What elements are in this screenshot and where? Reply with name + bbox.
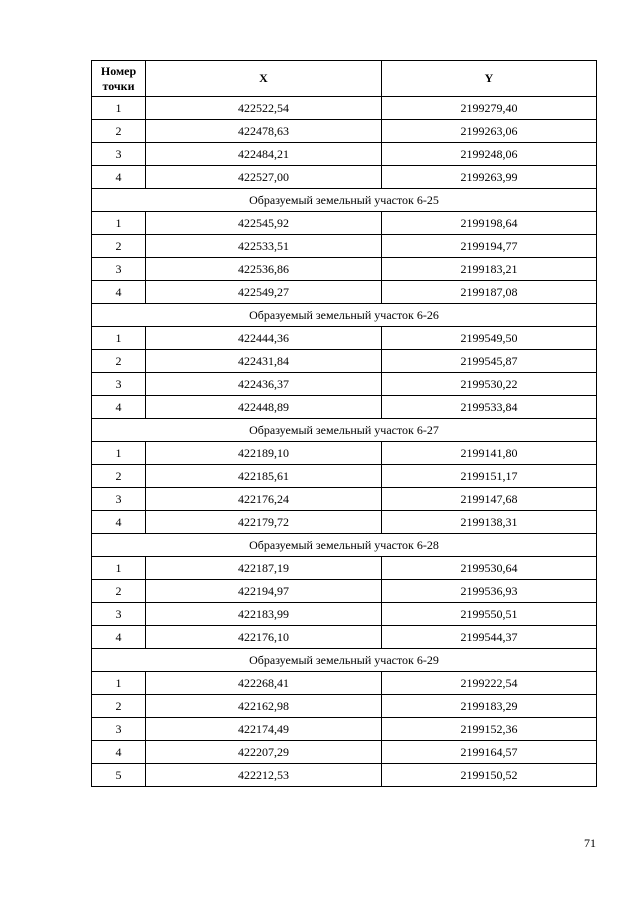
point-number-cell: 5 (92, 764, 146, 787)
point-number-cell: 3 (92, 143, 146, 166)
y-coordinate-cell: 2199248,06 (382, 143, 597, 166)
section-title: Образуемый земельный участок 6-29 (92, 649, 597, 672)
x-coordinate-cell: 422522,54 (146, 97, 382, 120)
table-row (92, 350, 597, 373)
y-coordinate-cell: 2199279,40 (382, 97, 597, 120)
y-coordinate-cell: 2199138,31 (382, 511, 597, 534)
table-header-row (92, 61, 597, 97)
table-row (92, 143, 597, 166)
point-number-cell: 3 (92, 718, 146, 741)
x-coordinate-cell: 422533,51 (146, 235, 382, 258)
y-coordinate-cell: 2199183,29 (382, 695, 597, 718)
x-coordinate-cell: 422189,10 (146, 442, 382, 465)
point-number-cell: 3 (92, 488, 146, 511)
table-row (92, 672, 597, 695)
section-row (92, 189, 597, 212)
table-row (92, 718, 597, 741)
x-coordinate-cell: 422179,72 (146, 511, 382, 534)
x-coordinate-cell: 422478,63 (146, 120, 382, 143)
section-row (92, 534, 597, 557)
point-number-cell: 4 (92, 396, 146, 419)
point-number-cell: 4 (92, 166, 146, 189)
x-coordinate-cell: 422176,24 (146, 488, 382, 511)
x-coordinate-cell: 422183,99 (146, 603, 382, 626)
y-coordinate-cell: 2199530,22 (382, 373, 597, 396)
y-coordinate-cell: 2199194,77 (382, 235, 597, 258)
section-row (92, 649, 597, 672)
x-coordinate-cell: 422174,49 (146, 718, 382, 741)
y-coordinate-cell: 2199544,37 (382, 626, 597, 649)
y-coordinate-cell: 2199198,64 (382, 212, 597, 235)
table-row (92, 396, 597, 419)
point-number-cell: 2 (92, 120, 146, 143)
section-row (92, 304, 597, 327)
y-coordinate-cell: 2199147,68 (382, 488, 597, 511)
y-coordinate-cell: 2199263,06 (382, 120, 597, 143)
y-coordinate-cell: 2199141,80 (382, 442, 597, 465)
table-row (92, 511, 597, 534)
point-number-cell: 2 (92, 695, 146, 718)
coordinates-table (91, 60, 597, 787)
x-coordinate-cell: 422444,36 (146, 327, 382, 350)
y-coordinate-cell: 2199549,50 (382, 327, 597, 350)
table-row (92, 465, 597, 488)
point-number-cell: 4 (92, 281, 146, 304)
point-number-cell: 2 (92, 235, 146, 258)
point-number-cell: 1 (92, 97, 146, 120)
section-title: Образуемый земельный участок 6-27 (92, 419, 597, 442)
table-row (92, 212, 597, 235)
point-number-cell: 2 (92, 580, 146, 603)
header-y: Y (382, 61, 597, 97)
table-row (92, 373, 597, 396)
point-number-cell: 1 (92, 212, 146, 235)
y-coordinate-cell: 2199183,21 (382, 258, 597, 281)
page-number: 71 (584, 836, 596, 850)
x-coordinate-cell: 422207,29 (146, 741, 382, 764)
y-coordinate-cell: 2199150,52 (382, 764, 597, 787)
table-row (92, 557, 597, 580)
x-coordinate-cell: 422545,92 (146, 212, 382, 235)
point-number-cell: 4 (92, 626, 146, 649)
table-row (92, 626, 597, 649)
y-coordinate-cell: 2199151,17 (382, 465, 597, 488)
table-row (92, 695, 597, 718)
y-coordinate-cell: 2199536,93 (382, 580, 597, 603)
y-coordinate-cell: 2199533,84 (382, 396, 597, 419)
table-row (92, 235, 597, 258)
table-row (92, 442, 597, 465)
x-coordinate-cell: 422187,19 (146, 557, 382, 580)
header-point-number: Номер точки (92, 61, 146, 97)
y-coordinate-cell: 2199187,08 (382, 281, 597, 304)
x-coordinate-cell: 422527,00 (146, 166, 382, 189)
x-coordinate-cell: 422436,37 (146, 373, 382, 396)
section-title: Образуемый земельный участок 6-25 (92, 189, 597, 212)
point-number-cell: 1 (92, 327, 146, 350)
x-coordinate-cell: 422448,89 (146, 396, 382, 419)
point-number-cell: 1 (92, 672, 146, 695)
x-coordinate-cell: 422484,21 (146, 143, 382, 166)
y-coordinate-cell: 2199545,87 (382, 350, 597, 373)
x-coordinate-cell: 422268,41 (146, 672, 382, 695)
section-row (92, 419, 597, 442)
table-row (92, 488, 597, 511)
x-coordinate-cell: 422176,10 (146, 626, 382, 649)
x-coordinate-cell: 422194,97 (146, 580, 382, 603)
point-number-cell: 2 (92, 465, 146, 488)
section-title: Образуемый земельный участок 6-28 (92, 534, 597, 557)
y-coordinate-cell: 2199164,57 (382, 741, 597, 764)
point-number-cell: 1 (92, 557, 146, 580)
x-coordinate-cell: 422212,53 (146, 764, 382, 787)
table-row (92, 97, 597, 120)
point-number-cell: 3 (92, 603, 146, 626)
x-coordinate-cell: 422536,86 (146, 258, 382, 281)
table-row (92, 120, 597, 143)
y-coordinate-cell: 2199222,54 (382, 672, 597, 695)
table-row (92, 741, 597, 764)
table-row (92, 327, 597, 350)
table-row (92, 603, 597, 626)
x-coordinate-cell: 422185,61 (146, 465, 382, 488)
y-coordinate-cell: 2199530,64 (382, 557, 597, 580)
point-number-cell: 4 (92, 741, 146, 764)
section-title: Образуемый земельный участок 6-26 (92, 304, 597, 327)
x-coordinate-cell: 422162,98 (146, 695, 382, 718)
point-number-cell: 1 (92, 442, 146, 465)
table-row (92, 764, 597, 787)
header-x: X (146, 61, 382, 97)
point-number-cell: 4 (92, 511, 146, 534)
table-body (92, 97, 597, 787)
point-number-cell: 3 (92, 373, 146, 396)
x-coordinate-cell: 422431,84 (146, 350, 382, 373)
table-row (92, 258, 597, 281)
point-number-cell: 3 (92, 258, 146, 281)
table-row (92, 166, 597, 189)
point-number-cell: 2 (92, 350, 146, 373)
x-coordinate-cell: 422549,27 (146, 281, 382, 304)
table-row (92, 580, 597, 603)
y-coordinate-cell: 2199263,99 (382, 166, 597, 189)
y-coordinate-cell: 2199550,51 (382, 603, 597, 626)
table-row (92, 281, 597, 304)
y-coordinate-cell: 2199152,36 (382, 718, 597, 741)
